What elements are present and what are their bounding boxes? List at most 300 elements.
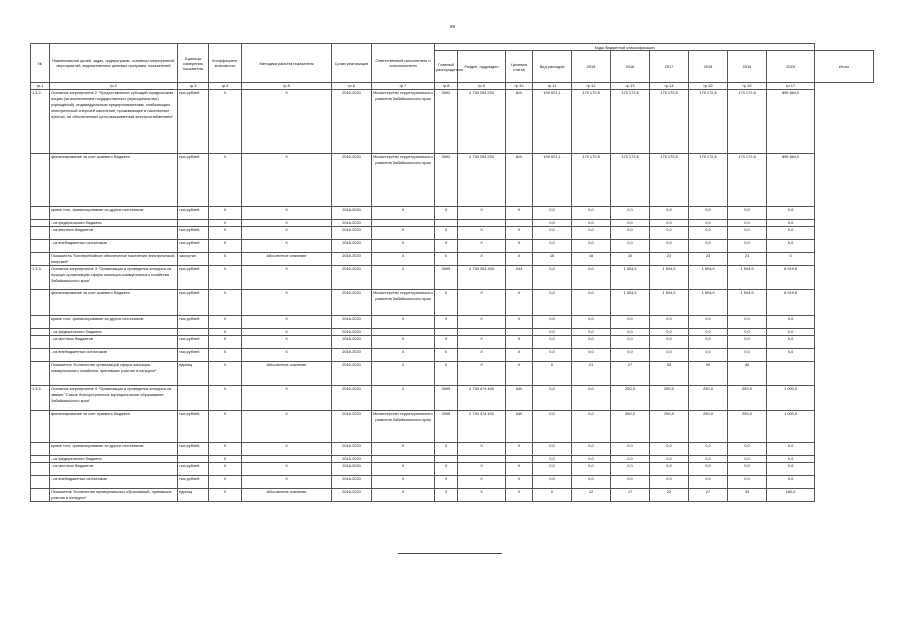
row-term: 2016-2020 (332, 266, 372, 290)
row-year-value: 21 (572, 362, 611, 386)
row-name: Показатель "Количество муниципальных образований, принявших участие в конкурсе" (50, 489, 178, 502)
row-year-value: 0,0 (689, 220, 728, 227)
table-row (31, 207, 874, 220)
column-number: гр.8 (435, 83, 458, 90)
row-year-value: 179 172,8 (572, 154, 611, 207)
row-name: кроме того, финансирование из других источников: (50, 316, 178, 329)
row-responsible: Х (372, 386, 435, 411)
row-unit: тыс.рублей (178, 411, 209, 443)
row-name: - из местных бюджетов (50, 336, 178, 349)
table-body (31, 90, 874, 502)
row-year-value: 12 (572, 489, 611, 502)
row-year-value: 250,0 (611, 386, 650, 411)
row-year-value: 0,0 (533, 411, 572, 443)
row-total: 1 000,0 (767, 411, 815, 443)
row-main-manager: 0502 (435, 90, 458, 154)
row-year-value: 1 504,9 (689, 266, 728, 290)
row-expense-type: 244 (506, 266, 533, 290)
header-num: № (31, 44, 50, 83)
table-row (31, 411, 874, 443)
row-year-value: 0,0 (689, 349, 728, 362)
row-total: 0,0 (767, 349, 815, 362)
row-method: Х (242, 316, 332, 329)
row-responsible: Министерство территориального развития Забайкальского края (372, 411, 435, 443)
row-number (31, 253, 50, 266)
row-year-value: 20 (611, 253, 650, 266)
row-unit: тыс.рублей (178, 336, 209, 349)
row-year-value: 0,0 (728, 329, 767, 336)
row-method: Х (242, 349, 332, 362)
table-row (31, 329, 874, 336)
row-number: 1.3.3. (31, 266, 50, 290)
row-method: Х (242, 220, 332, 227)
row-year-value: 0,0 (611, 443, 650, 456)
table-row (31, 253, 874, 266)
row-name: - из местных бюджетов (50, 463, 178, 476)
row-name: - из внебюджетных источников (50, 349, 178, 362)
row-total: 180,0 (767, 489, 815, 502)
column-number: гр.16 (728, 83, 767, 90)
header-year: 2019 (728, 51, 767, 83)
row-main-manager: Х (435, 336, 458, 349)
row-unit: тыс.рублей (178, 227, 209, 240)
row-method: Х (242, 443, 332, 456)
row-total (767, 362, 815, 386)
row-year-value: 0,0 (689, 336, 728, 349)
column-number: гр.7 (372, 83, 435, 90)
row-total: 0,0 (767, 443, 815, 456)
row-unit: тыс.рублей (178, 290, 209, 316)
row-responsible (372, 456, 435, 463)
row-method: Х (242, 227, 332, 240)
row-responsible: Х (372, 316, 435, 329)
row-main-manager: 0505 (435, 386, 458, 411)
row-year-value: 0,0 (611, 463, 650, 476)
row-year-value: 0,0 (611, 220, 650, 227)
row-unit: час/сутки (178, 253, 209, 266)
row-year-value: 179 172,8 (728, 154, 767, 207)
row-expense-type (506, 329, 533, 336)
table-row (31, 456, 874, 463)
row-responsible: Х (372, 240, 435, 253)
row-year-value: 1 504,9 (650, 290, 689, 316)
row-year-value: 22 (650, 489, 689, 502)
row-coefficient: Х (209, 90, 242, 154)
row-unit (178, 386, 209, 411)
row-section: Х (458, 489, 506, 502)
row-number (31, 349, 50, 362)
row-term: 2016-2020 (332, 253, 372, 266)
row-year-value: 1 504,9 (728, 290, 767, 316)
row-name: - из внебюджетных источников (50, 476, 178, 489)
row-number (31, 240, 50, 253)
row-responsible: Х (372, 463, 435, 476)
row-year-value: 179 172,8 (650, 154, 689, 207)
row-total: 0,0 (767, 463, 815, 476)
row-number: 1.3.4. (31, 386, 50, 411)
table-row (31, 362, 874, 386)
row-year-value: 0,0 (572, 266, 611, 290)
row-year-value: 0,0 (572, 227, 611, 240)
row-unit (178, 329, 209, 336)
row-responsible: Х (372, 227, 435, 240)
row-responsible (372, 329, 435, 336)
row-number: 1.3.2. (31, 90, 50, 154)
row-main-manager: Х (435, 207, 458, 220)
row-section: Х (458, 349, 506, 362)
row-main-manager: Х (435, 476, 458, 489)
row-method: Х (242, 463, 332, 476)
row-year-value: 0,0 (650, 240, 689, 253)
row-year-value: 250,0 (728, 386, 767, 411)
row-total: 0,0 (767, 456, 815, 463)
row-year-value: 0,0 (533, 386, 572, 411)
row-year-value: 179 172,8 (572, 90, 611, 154)
row-year-value: 0,0 (572, 386, 611, 411)
row-section (458, 456, 506, 463)
row-year-value: 0,0 (689, 240, 728, 253)
row-year-value: 0,0 (533, 227, 572, 240)
table-row (31, 463, 874, 476)
row-main-manager (435, 220, 458, 227)
row-expense-type: Х (506, 476, 533, 489)
row-section: 2 730 204 200 (458, 90, 506, 154)
row-unit (178, 456, 209, 463)
row-expense-type: Х (506, 349, 533, 362)
row-term: 2016-2020 (332, 456, 372, 463)
row-coefficient: Х (209, 253, 242, 266)
row-name: Показатель "Количество организаций сферы жилищно-коммунального хозяйства, принявших участие в конкурсе" (50, 362, 178, 386)
column-number-row (31, 83, 874, 90)
header-unit: Единица измерения показателя (178, 44, 209, 83)
row-number (31, 443, 50, 456)
row-name: кроме того, финансирование из других источников: (50, 207, 178, 220)
row-coefficient: Х (209, 476, 242, 489)
row-main-manager: 0505 (435, 411, 458, 443)
row-number (31, 207, 50, 220)
row-year-value: 17 (611, 489, 650, 502)
row-year-value: 0,0 (533, 463, 572, 476)
row-method: Абсолютное значение (242, 489, 332, 502)
row-number (31, 227, 50, 240)
row-year-value: 1 504,9 (650, 266, 689, 290)
table-row (31, 90, 874, 154)
row-responsible: Министерство территориального развития Забайкальского края (372, 290, 435, 316)
row-method: Абсолютное значение (242, 253, 332, 266)
row-section: Х (458, 207, 506, 220)
row-term: 2016-2020 (332, 316, 372, 329)
row-term: 2016-2020 (332, 489, 372, 502)
row-expense-type: Х (506, 253, 533, 266)
row-coefficient: Х (209, 290, 242, 316)
row-year-value: 0,0 (611, 476, 650, 489)
row-coefficient: Х (209, 240, 242, 253)
row-unit: тыс.рублей (178, 207, 209, 220)
row-name: - из местных бюджетов (50, 227, 178, 240)
row-year-value: 0,0 (572, 207, 611, 220)
table-row (31, 154, 874, 207)
row-method: Х (242, 386, 332, 411)
row-year-value: 23 (728, 253, 767, 266)
row-responsible: Х (372, 362, 435, 386)
column-number: гр.15 (689, 83, 728, 90)
row-coefficient: Х (209, 349, 242, 362)
table-row (31, 266, 874, 290)
table-row (31, 227, 874, 240)
row-main-manager: Х (435, 362, 458, 386)
row-year-value: 23 (689, 253, 728, 266)
row-coefficient: Х (209, 227, 242, 240)
row-expense-type: 540 (506, 386, 533, 411)
row-responsible: Х (372, 489, 435, 502)
row-year-value: 0,0 (650, 227, 689, 240)
row-year-value: 0,0 (650, 476, 689, 489)
row-expense-type: Х (506, 489, 533, 502)
row-number (31, 362, 50, 386)
row-year-value: 0,0 (533, 336, 572, 349)
row-responsible: Х (372, 253, 435, 266)
column-number: гр.3 (178, 83, 209, 90)
row-number (31, 290, 50, 316)
header-year: 2015 (572, 51, 611, 83)
row-section: Х (458, 463, 506, 476)
column-number: гр.12 (572, 83, 611, 90)
row-year-value: 179 172,8 (650, 90, 689, 154)
row-year-value: 109 921,1 (533, 154, 572, 207)
row-year-value: 0,0 (689, 463, 728, 476)
row-expense-type: Х (506, 336, 533, 349)
row-section: 2 730 204 200 (458, 154, 506, 207)
row-expense-type: Х (506, 207, 533, 220)
row-name: - из федерального бюджета (50, 456, 178, 463)
row-expense-type: 810 (506, 154, 533, 207)
header-section: Раздел, подраздел (458, 51, 506, 83)
row-total: 6 019,6 (767, 290, 815, 316)
row-unit: тыс.рублей (178, 349, 209, 362)
row-year-value: 0 (533, 362, 572, 386)
header-method: Методика расчета показателя (242, 44, 332, 83)
row-year-value: 27 (611, 362, 650, 386)
row-responsible: Министерство территориального развития Забайкальского края (372, 154, 435, 207)
row-method: Х (242, 476, 332, 489)
row-year-value: 1 504,9 (611, 290, 650, 316)
row-section: Х (458, 316, 506, 329)
row-name: - из федерального бюджета (50, 329, 178, 336)
row-coefficient: Х (209, 411, 242, 443)
row-coefficient: Х (209, 443, 242, 456)
row-year-value: 0,0 (533, 456, 572, 463)
row-year-value: 0,0 (572, 290, 611, 316)
row-main-manager: Х (435, 489, 458, 502)
column-number: гр.1 (31, 83, 50, 90)
row-method: Х (242, 329, 332, 336)
row-year-value: 0,0 (650, 443, 689, 456)
row-name: финансирование за счет краевого бюджета (50, 290, 178, 316)
row-year-value: 0,0 (728, 227, 767, 240)
row-name: финансирование за счет краевого бюджета (50, 411, 178, 443)
row-responsible: Х (372, 207, 435, 220)
row-term: 2016-2020 (332, 443, 372, 456)
row-name: Основное мероприятие 2 "Предоставление субсидий юридическим лицам (за исключением государственных (муниципальных) учреждений), индивидуальным предпринимателям, снабжающим электрической энергией население, проживающее в населенных пунктах, не обеспеченных централизованным электроснабжением" (50, 90, 178, 154)
row-main-manager: 0505 (435, 266, 458, 290)
row-year-value: 0,0 (689, 476, 728, 489)
row-unit: тыс.рублей (178, 266, 209, 290)
row-coefficient: Х (209, 266, 242, 290)
row-method: Х (242, 336, 332, 349)
row-term: 2016-2020 (332, 411, 372, 443)
row-year-value: 0,0 (650, 349, 689, 362)
header-total: Итого (815, 51, 874, 83)
row-number (31, 336, 50, 349)
row-year-value: 0,0 (533, 290, 572, 316)
header-name: Наименования целей, задач, подпрограмм, основных мероприятий, мероприятий, ведомственных целевых программ, показателей (50, 44, 178, 83)
row-year-value: 250,0 (650, 386, 689, 411)
row-number (31, 154, 50, 207)
row-year-value: 179 172,8 (689, 154, 728, 207)
row-total: 0,0 (767, 220, 815, 227)
row-total: 0,0 (767, 227, 815, 240)
header-term: Сроки реализации (332, 44, 372, 83)
row-number (31, 489, 50, 502)
row-expense-type: Х (506, 290, 533, 316)
row-term: 2016-2020 (332, 329, 372, 336)
column-number: гр.14 (650, 83, 689, 90)
row-year-value: 45 (728, 362, 767, 386)
row-year-value: 0,0 (533, 266, 572, 290)
row-year-value: 0,0 (650, 336, 689, 349)
column-number: гр.6 (332, 83, 372, 90)
row-total: 0,0 (767, 207, 815, 220)
row-year-value: 0,0 (728, 443, 767, 456)
table-row (31, 290, 874, 316)
row-year-value: 0,0 (611, 240, 650, 253)
row-main-manager: Х (435, 463, 458, 476)
row-year-value: 0,0 (611, 336, 650, 349)
row-term: 2016-2020 (332, 290, 372, 316)
row-main-manager (435, 456, 458, 463)
row-unit: тыс.рублей (178, 154, 209, 207)
row-section (458, 329, 506, 336)
row-year-value: 0,0 (533, 207, 572, 220)
row-method: Х (242, 266, 332, 290)
row-total: 895 864,0 (767, 90, 815, 154)
row-section: Х (458, 336, 506, 349)
row-responsible: Х (372, 349, 435, 362)
row-year-value: 0,0 (533, 349, 572, 362)
row-number (31, 220, 50, 227)
row-year-value: 27 (689, 489, 728, 502)
row-main-manager: Х (435, 443, 458, 456)
row-main-manager: Х (435, 240, 458, 253)
table-row (31, 240, 874, 253)
row-year-value: 0,0 (728, 463, 767, 476)
header-main-manager: Главный распорядитель (435, 51, 458, 83)
table-row (31, 489, 874, 502)
row-section: Х (458, 443, 506, 456)
row-year-value: 0,0 (572, 463, 611, 476)
row-coefficient: Х (209, 207, 242, 220)
row-year-value: 0,0 (533, 329, 572, 336)
row-year-value: 250,0 (650, 411, 689, 443)
row-year-value: 0,0 (689, 207, 728, 220)
row-section: 2 730 474 400 (458, 386, 506, 411)
footer-rule (398, 553, 502, 554)
row-total: 0,0 (767, 336, 815, 349)
row-year-value: 109 921,1 (533, 90, 572, 154)
row-unit: тыс.рублей (178, 240, 209, 253)
row-year-value: 0,0 (572, 476, 611, 489)
row-year-value: 0,0 (572, 456, 611, 463)
row-year-value: 179 172,8 (689, 90, 728, 154)
row-year-value: 18 (572, 253, 611, 266)
row-expense-type (506, 456, 533, 463)
row-year-value: 0,0 (650, 456, 689, 463)
row-responsible: Министерство территориального развития Забайкальского края (372, 90, 435, 154)
row-year-value: 250,0 (689, 411, 728, 443)
row-unit (178, 220, 209, 227)
row-year-value: 0,0 (728, 476, 767, 489)
page-number: 89 (450, 24, 455, 29)
row-year-value: 0,0 (689, 443, 728, 456)
row-year-value: 0,0 (650, 463, 689, 476)
row-year-value: 0,0 (611, 456, 650, 463)
row-year-value: 0,0 (611, 349, 650, 362)
row-name: Основное мероприятие 4 "Организация и проведение конкурса на звание "Самое благоустроенное муниципальное образование Забайкальского края" (50, 386, 178, 411)
row-year-value: 0,0 (572, 240, 611, 253)
row-method: Х (242, 411, 332, 443)
row-expense-type: Х (506, 362, 533, 386)
row-term: 2016-2020 (332, 207, 372, 220)
row-unit: тыс.рублей (178, 476, 209, 489)
row-responsible: Х (372, 266, 435, 290)
row-number (31, 476, 50, 489)
row-total: 0,0 (767, 329, 815, 336)
row-year-value: 0,0 (728, 349, 767, 362)
row-responsible: Х (372, 336, 435, 349)
row-expense-type: Х (506, 240, 533, 253)
row-year-value: 0,0 (572, 349, 611, 362)
row-year-value: 179 172,8 (728, 90, 767, 154)
column-number: гр.4 (209, 83, 242, 90)
row-coefficient: Х (209, 316, 242, 329)
row-year-value: 1 504,9 (611, 266, 650, 290)
row-expense-type: Х (506, 443, 533, 456)
row-year-value: 0,0 (650, 220, 689, 227)
row-section: 2 730 474 400 (458, 411, 506, 443)
row-method: Х (242, 240, 332, 253)
row-year-value: 0,0 (533, 240, 572, 253)
row-name: Показатель "Бесперебойное обеспечение населения электрической энергией" (50, 253, 178, 266)
row-year-value: 0 (533, 489, 572, 502)
row-responsible (372, 220, 435, 227)
row-term: 2016-2020 (332, 349, 372, 362)
row-main-manager (435, 329, 458, 336)
row-term: 2016-2020 (332, 220, 372, 227)
row-year-value: 15 (533, 253, 572, 266)
row-section (458, 220, 506, 227)
row-number (31, 456, 50, 463)
row-section: Х (458, 253, 506, 266)
row-unit: тыс.рублей (178, 463, 209, 476)
row-year-value: 1 504,9 (728, 266, 767, 290)
table-row (31, 220, 874, 227)
row-year-value: 39 (689, 362, 728, 386)
header-coef: Коэффициент значимости (209, 44, 242, 83)
row-year-value: 250,0 (728, 411, 767, 443)
row-year-value: 0,0 (650, 329, 689, 336)
row-total: 6 019,6 (767, 266, 815, 290)
header-target-item: Целевая статья (506, 51, 533, 83)
